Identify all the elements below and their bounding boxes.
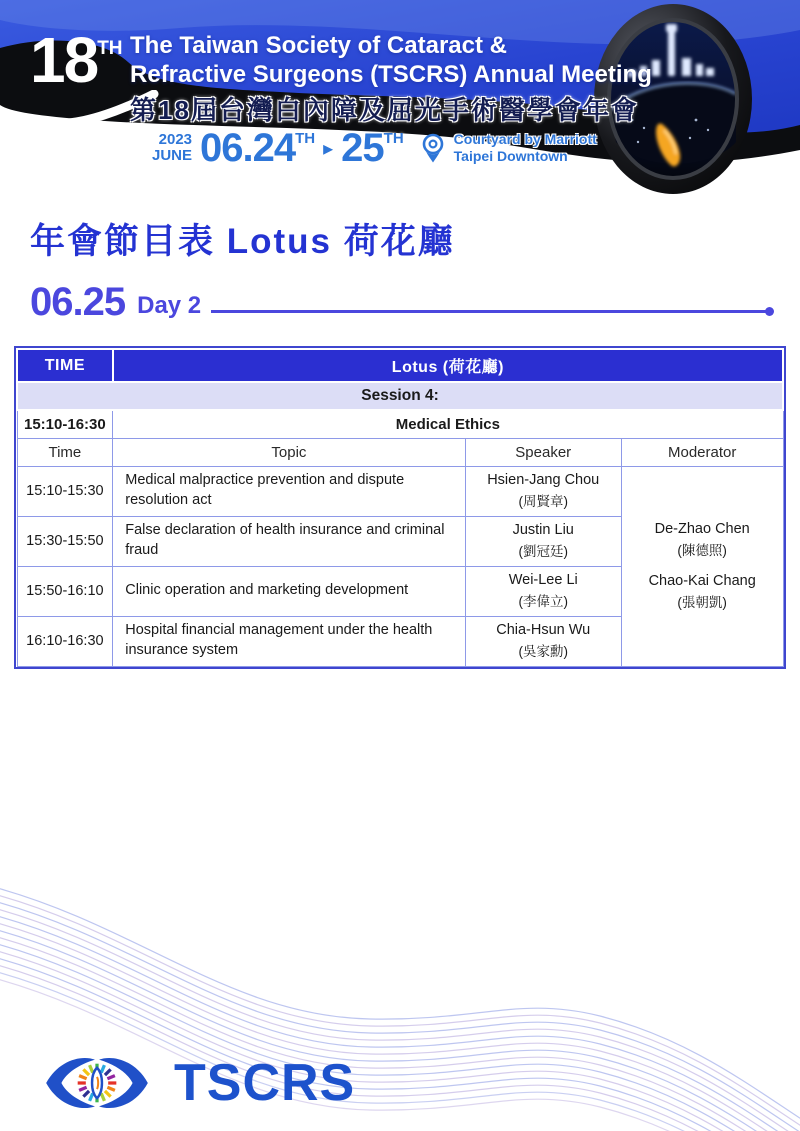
speaker-name-zh: (周賢章) <box>518 494 568 509</box>
day-label: Day 2 <box>137 292 202 319</box>
moderator-1 <box>628 520 777 560</box>
talk-topic: Medical malpractice prevention and dispute resolution act <box>113 466 465 516</box>
room-header-cell: Lotus (荷花廳) <box>113 349 783 382</box>
talk-topic: Clinic operation and marketing development <box>113 566 465 616</box>
tscrs-eye-logo-icon <box>36 1050 158 1116</box>
session-topic: Medical Ethics <box>113 410 783 438</box>
table-row <box>17 466 783 516</box>
event-month: JUNE <box>152 147 193 164</box>
col-header-speaker: Speaker <box>465 438 621 466</box>
edition-suffix: TH <box>97 38 123 59</box>
moderator-name-en: Chao-Kai Chang <box>648 573 756 589</box>
day-heading <box>30 282 772 322</box>
speaker-name-en: Hsien-Jang Chou <box>487 472 600 488</box>
end-date-suffix: TH <box>383 130 404 147</box>
date-range-arrow-icon: ▸ <box>323 137 334 160</box>
talk-time: 15:30-15:50 <box>17 516 113 566</box>
page-title: 年會節目表 Lotus 荷花廳 <box>30 222 455 261</box>
speaker-name-en: Justin Liu <box>512 522 574 538</box>
speaker-name-zh: (李偉立) <box>518 594 568 609</box>
col-header-time: Time <box>17 438 113 466</box>
start-date-suffix: TH <box>295 130 316 147</box>
event-year: 2023 <box>158 131 193 149</box>
day-underline <box>211 310 772 313</box>
conference-subtitle-zh: 第18屆台灣白內障及屈光手術醫學會年會 <box>130 95 639 125</box>
session-row <box>17 382 783 410</box>
venue-line2: Taipei Downtown <box>453 148 568 164</box>
session-time: 15:10-16:30 <box>17 410 113 438</box>
talk-topic: False declaration of health insurance and criminal fraud <box>113 516 465 566</box>
event-date-row <box>152 128 597 168</box>
talk-time: 15:50-16:10 <box>17 566 113 616</box>
event-start-date: 06.24TH <box>200 126 316 170</box>
table-header-row <box>17 349 783 382</box>
moderator-name-en: De-Zhao Chen <box>654 521 750 538</box>
moderator-name-zh: (張朝凱) <box>677 594 727 610</box>
speaker-name-zh: (吳家勳) <box>518 644 568 659</box>
conference-title-line2: Refractive Surgeons (TSCRS) Annual Meeting <box>130 60 652 88</box>
venue-line1: Courtyard by Marriott <box>453 130 597 147</box>
talk-speaker <box>465 566 621 616</box>
schedule-table <box>14 346 786 669</box>
moderator-cell <box>621 466 783 666</box>
speaker-name-en: Wei-Lee Li <box>508 572 578 588</box>
day-date: 06.25 <box>30 280 126 324</box>
talk-time: 16:10-16:30 <box>17 616 113 666</box>
moderator-2 <box>628 572 777 612</box>
edition-logo <box>30 24 123 96</box>
time-header-cell: TIME <box>17 349 113 382</box>
column-header-row <box>17 438 783 466</box>
edition-number: 18 <box>30 24 98 96</box>
footer-brand <box>36 1050 355 1116</box>
conference-title <box>130 32 750 90</box>
talk-speaker <box>465 516 621 566</box>
talk-topic: Hospital financial management under the health insurance system <box>113 616 465 666</box>
talk-speaker <box>465 616 621 666</box>
conference-title-line1: The Taiwan Society of Cataract & <box>130 32 507 59</box>
session-time-row <box>17 410 783 438</box>
brand-name: TSCRS <box>174 1054 356 1112</box>
venue <box>454 131 597 166</box>
speaker-name-en: Chia-Hsun Wu <box>496 622 591 638</box>
talk-speaker <box>465 466 621 516</box>
speaker-name-zh: (劉冠廷) <box>518 544 568 559</box>
event-end-date: 25TH <box>341 126 404 170</box>
moderator-name-zh: (陳德照) <box>677 542 727 558</box>
session-label: Session 4: <box>17 382 783 410</box>
location-pin-icon <box>420 132 446 164</box>
col-header-moderator: Moderator <box>621 438 783 466</box>
talk-time: 15:10-15:30 <box>17 466 113 516</box>
header-banner <box>0 0 800 198</box>
col-header-topic: Topic <box>113 438 465 466</box>
event-year-month <box>152 132 192 164</box>
